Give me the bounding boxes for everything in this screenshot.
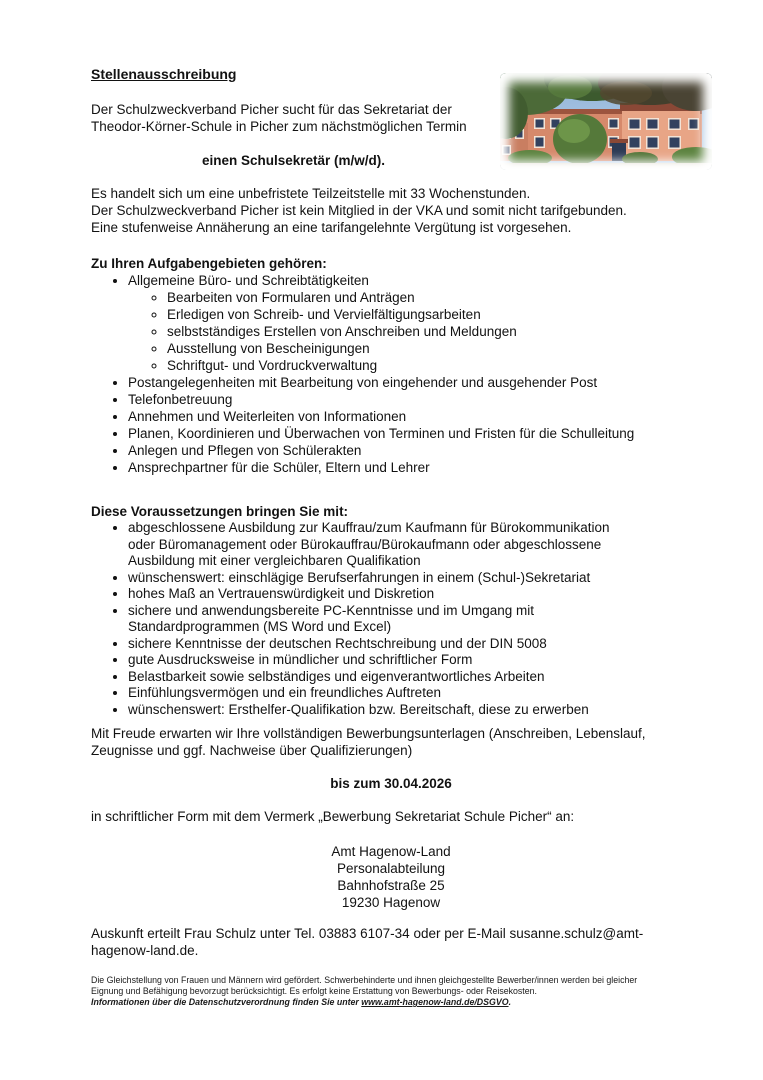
- requirement-line: • sichere und anwendungsbereite PC-Kenntnisse und im Umgang mit: [128, 602, 534, 618]
- requirement-line: Ausbildung mit einer vergleichbaren Qualifikation: [128, 553, 421, 568]
- submission-note: in schriftlicher Form mit dem Vermerk „Bewerbung Sekretariat Schule Picher“ an:: [91, 809, 575, 824]
- requirement-item: • sichere Kenntnisse der deutschen Rechtschreibung und der DIN 5008: [128, 636, 691, 653]
- requirement-item: [128, 603, 691, 636]
- application-paragraph: [91, 725, 691, 759]
- address-line: Bahnhofstraße 25: [337, 878, 445, 893]
- requirement-item: • Belastbarkeit sowie selbständiges und eigenverantwortliches Arbeiten: [128, 669, 691, 686]
- privacy-note-prefix: Informationen über die Datenschutzverordnung finden Sie unter: [91, 997, 362, 1007]
- requirement-item: • hohes Maß an Vertrauenswürdigkeit und Diskretion: [128, 586, 691, 603]
- terms-line: Eine stufenweise Annäherung an eine tarifangelehnte Vergütung ist vorgesehen.: [91, 220, 572, 235]
- footer-equality-text: Eignung und Befähigung bevorzugt berücksichtigt. Es erfolgt keine Erstattung von Bewerbungs- oder Reisekosten.: [91, 986, 537, 996]
- requirement-item: • gute Ausdrucksweise in mündlicher und schriftlicher Form: [128, 652, 691, 669]
- terms-line: Der Schulzweckverband Picher ist kein Mitglied in der VKA und somit nicht tarifgebunden.: [91, 203, 627, 218]
- address-block: [91, 843, 691, 911]
- task-item: • Annehmen und Weiterleiten von Informationen: [128, 408, 691, 425]
- intro-line: Der Schulzweckverband Picher sucht für das Sekretariat der: [91, 102, 452, 117]
- terms-line: Es handelt sich um eine unbefristete Teilzeitstelle mit 33 Wochenstunden.: [91, 186, 531, 201]
- task-item: [128, 272, 691, 374]
- intro-paragraph: [91, 101, 496, 135]
- task-item: • Telefonbetreuung: [128, 391, 691, 408]
- application-line: Mit Freude erwarten wir Ihre vollständigen Bewerbungsunterlagen (Anschreiben, Lebenslauf,: [91, 726, 646, 741]
- requirement-item: • Einfühlungsvermögen und ein freundliches Auftreten: [128, 685, 691, 702]
- task-subitem: ◦ selbstständiges Erstellen von Anschreiben und Meldungen: [167, 323, 691, 340]
- task-item: • Anlegen und Pflegen von Schülerakten: [128, 442, 691, 459]
- task-item: • Postangelegenheiten mit Bearbeitung von eingehender und ausgehender Post: [128, 374, 691, 391]
- footer-equality-text: Die Gleichstellung von Frauen und Männern wird gefördert. Schwerbehinderte und ihnen gleichgestellte Bewerber/innen werden bei gleicher: [91, 975, 638, 985]
- address-line: Personalabteilung: [336, 861, 446, 876]
- task-subitem: ◦ Ausstellung von Bescheinigungen: [167, 340, 691, 357]
- address-line: Amt Hagenow-Land: [331, 844, 451, 859]
- task-item-label: Allgemeine Büro- und Schreibtätigkeiten: [128, 273, 369, 288]
- requirement-line: oder Büromanagement oder Bürokauffrau/Bürokaufmann oder abgeschlossene: [128, 536, 602, 552]
- task-subitem: ◦ Bearbeiten von Formularen und Anträgen: [167, 289, 691, 306]
- requirement-item: • wünschenswert: Ersthelfer-Qualifikation bzw. Bereitschaft, diese zu erwerben: [128, 702, 691, 719]
- requirement-line: • abgeschlossene Ausbildung zur Kauffrau/zum Kaufmann für Bürokommunikation: [128, 520, 610, 535]
- contact-note: [91, 925, 691, 959]
- requirement-item: [128, 520, 691, 570]
- footer-fine-print: [91, 975, 691, 1008]
- task-subitem: ◦ Erledigen von Schreib- und Vervielfältigungsarbeiten: [167, 306, 691, 323]
- page-title: Stellenausschreibung: [91, 66, 237, 82]
- application-line: Zeugnisse und ggf. Nachweise über Qualifizierungen): [91, 743, 413, 758]
- terms-paragraph: [91, 185, 691, 236]
- requirements-section: [91, 503, 691, 718]
- privacy-note: [91, 997, 691, 1008]
- contact-line: hagenow-land.de.: [91, 943, 199, 958]
- tasks-section: [91, 255, 691, 476]
- contact-line: Auskunft erteilt Frau Schulz unter Tel. 03883 6107-34 oder per E-Mail susanne.schulz@amt-: [91, 926, 644, 941]
- job-posting-document: [91, 66, 691, 1008]
- requirement-line: Standardprogrammen (MS Word und Excel): [128, 619, 392, 634]
- position-title: einen Schulsekretär (m/w/d).: [201, 153, 386, 168]
- requirement-item: • wünschenswert: einschlägige Berufserfahrungen in einem (Schul-)Sekretariat: [128, 570, 691, 587]
- task-item: • Ansprechpartner für die Schüler, Eltern und Lehrer: [128, 459, 691, 476]
- tasks-heading: Zu Ihren Aufgabengebieten gehören:: [91, 256, 327, 271]
- task-item: • Planen, Koordinieren und Überwachen von Terminen und Fristen für die Schulleitung: [128, 425, 691, 442]
- address-line: 19230 Hagenow: [341, 895, 441, 910]
- requirements-heading: Diese Voraussetzungen bringen Sie mit:: [91, 504, 349, 519]
- task-subitem: ◦ Schriftgut- und Vordruckverwaltung: [167, 357, 691, 374]
- privacy-link: www.amt-hagenow-land.de/DSGVO: [361, 997, 509, 1007]
- deadline: bis zum 30.04.2026: [330, 776, 452, 791]
- privacy-note-suffix: .: [508, 997, 512, 1007]
- intro-line: Theodor-Körner-Schule in Picher zum nächstmöglichen Termin: [91, 119, 467, 134]
